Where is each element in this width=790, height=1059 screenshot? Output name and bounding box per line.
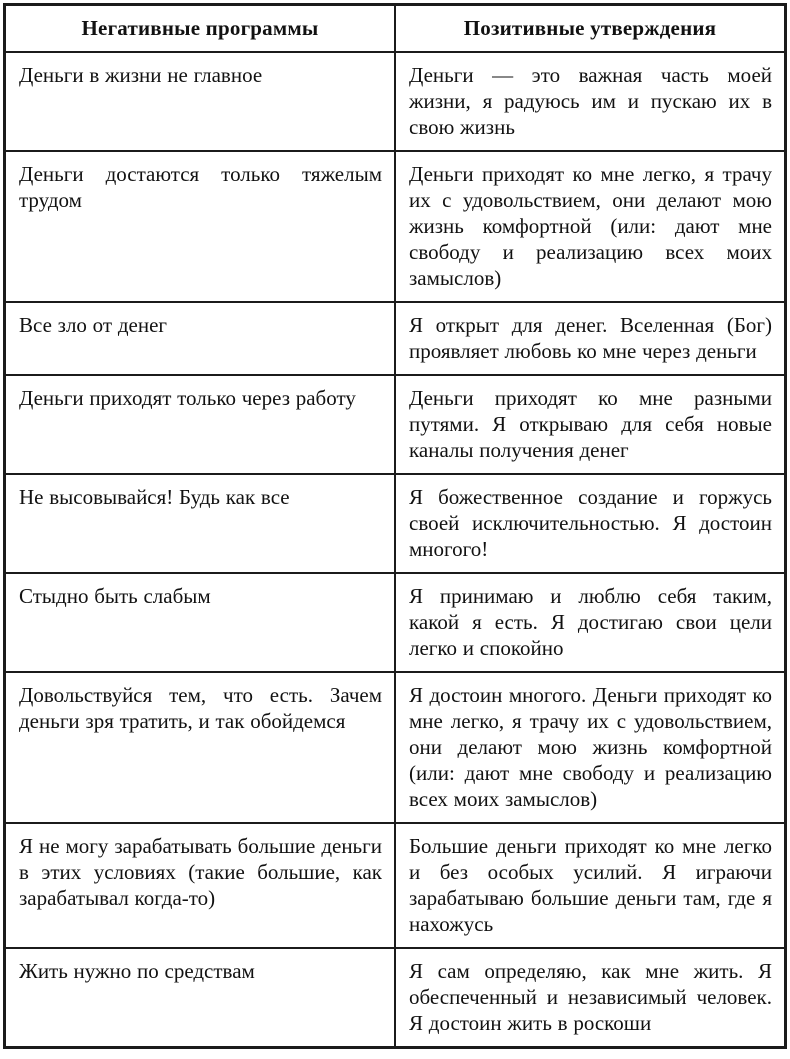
affirmations-table — [3, 3, 787, 1049]
positive-cell: Я сам определяю, как мне жить. Я обеспеченный и независимый человек. Я достоин жить в роскоши — [395, 948, 786, 1048]
column-header-negative: Негативные программы — [5, 5, 396, 53]
negative-cell: Довольствуйся тем, что есть. Зачем деньги зря тратить, и так обойдемся — [5, 672, 396, 823]
positive-cell: Я достоин многого. Деньги приходят ко мне легко, я трачу их с удовольствием, они делают мою жизнь комфортной (или: дают мне свободу и реализацию всех моих замыслов) — [395, 672, 786, 823]
table-row — [5, 573, 786, 672]
negative-cell: Деньги приходят только через работу — [5, 375, 396, 474]
table-row — [5, 948, 786, 1048]
table-header — [5, 5, 786, 53]
negative-cell: Деньги достаются только тяжелым трудом — [5, 151, 396, 302]
table-row — [5, 474, 786, 573]
table-row — [5, 302, 786, 375]
positive-cell: Деньги приходят ко мне разными путями. Я открываю для себя новые каналы получения денег — [395, 375, 786, 474]
header-row — [5, 5, 786, 53]
positive-cell: Деньги приходят ко мне легко, я трачу их с удовольствием, они делают мою жизнь комфортной (или: дают мне свободу и реализацию всех моих замыслов) — [395, 151, 786, 302]
negative-cell: Деньги в жизни не главное — [5, 52, 396, 151]
table-body — [5, 52, 786, 1048]
negative-cell: Жить нужно по средствам — [5, 948, 396, 1048]
positive-cell: Большие деньги приходят ко мне легко и без особых усилий. Я играючи зарабатываю большие деньги там, где я нахожусь — [395, 823, 786, 948]
column-header-positive: Позитивные утверждения — [395, 5, 786, 53]
negative-cell: Не высовывайся! Будь как все — [5, 474, 396, 573]
table-row — [5, 375, 786, 474]
positive-cell: Деньги — это важная часть моей жизни, я радуюсь им и пускаю их в свою жизнь — [395, 52, 786, 151]
table-row — [5, 151, 786, 302]
negative-cell: Все зло от денег — [5, 302, 396, 375]
table-row — [5, 823, 786, 948]
table-row — [5, 52, 786, 151]
positive-cell: Я принимаю и люблю себя таким, какой я есть. Я достигаю свои цели легко и спокойно — [395, 573, 786, 672]
positive-cell: Я божественное создание и горжусь своей исключительностью. Я достоин многого! — [395, 474, 786, 573]
table-row — [5, 672, 786, 823]
negative-cell: Стыдно быть слабым — [5, 573, 396, 672]
negative-cell: Я не могу зарабатывать большие деньги в этих условиях (такие большие, как зарабатывал когда-то) — [5, 823, 396, 948]
positive-cell: Я открыт для денег. Вселенная (Бог) проявляет любовь ко мне через деньги — [395, 302, 786, 375]
